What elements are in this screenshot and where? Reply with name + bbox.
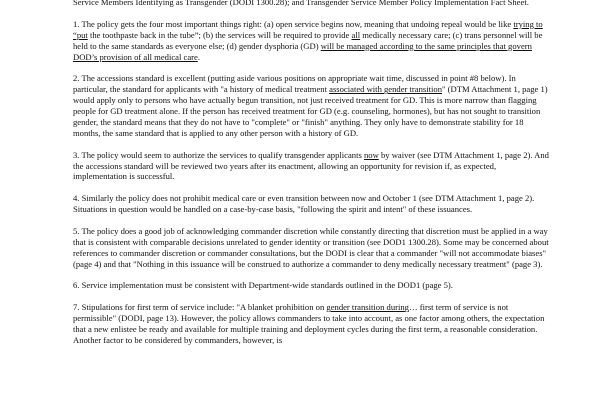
paragraph-5 <box>73 226 551 270</box>
paragraph-4 <box>73 193 551 215</box>
text-run: medically necessary care; (c) trans personnel will be held to the same standards as everyone else; (d) gender dysphoria (GD) <box>73 29 543 51</box>
text-run: . <box>197 51 200 62</box>
document-body <box>73 0 551 357</box>
text-run: 1. The policy gets the four most important things right: (a) open service begins now, meaning that undoing repeal would be like <box>73 18 514 29</box>
underlined-text: now <box>364 149 379 160</box>
text-run: 4. Similarly the policy does not prohibit medical care or even transition between now and October 1 (see DTM Attachment 1, page 2). Situations in question would be handled on a case-by-case basis, "following the spirit and intent" of these issuances. <box>73 193 535 215</box>
underlined-text: gender transition during <box>326 302 409 313</box>
underlined-text: trying to “put <box>73 18 543 40</box>
text-run: 2. The accessions standard is excellent (putting aside various positions on appropriate wait time, discussed in point #8 below). In particular, the standard for applicants with "a history of medical treatment <box>73 73 516 95</box>
text-run: the toothpaste back in the tube”; (b) the services will be required to provide <box>87 29 352 40</box>
underlined-text: will be managed according to the same principles that govern DOD’s provision of all medical care <box>73 40 532 62</box>
text-run: 7. Stipulations for first term of service include: "A blanket prohibition on <box>73 302 327 313</box>
text-run: Service Members Identifying as Transgender (DODI 1300.28); and Transgender Service Member Policy Implementation Fact Sheet. <box>73 0 529 7</box>
text-run: 6. Service implementation must be consistent with Department-wide standards outlined in the DOD1 (page 5). <box>73 280 453 291</box>
underlined-text: associated with gender transition <box>329 84 443 95</box>
paragraph-6 <box>73 280 551 291</box>
text-run: " (DTM Attachment 1, page 1) would apply only to persons who have actually begun transition, not just received treatment for GD. This is more narrow than flagging people for GD treatment alone. If the person has received treatment for GD (e.g. counseling, hormones), but has not sought to transition gender, the standard means that they do not have to "complete" or "finish" anything. They only have to demonstrate stability for 18 months, the same standard that is applied to any other person with a history of GD. <box>73 84 548 138</box>
paragraph-2 <box>73 73 551 138</box>
text-run: by waiver (see DTM Attachment 1, page 2). And the accessions standard will be reviewed two years after its enactment, allowing an opportunity for revision if, as expected, implementation is successful. <box>73 149 549 182</box>
numbered-paragraphs <box>73 19 551 346</box>
text-run: 5. The policy does a good job of acknowledging commander discretion while constantly directing that discretion must be applied in a way that is consistent with comparable decisions unrelated to gender identity or transition (see DOD1 1300.28). Some may be concerned about references to commander discretion or commander consultations, but the DODI is clear that a commander "will not accommodate biases" (page 4) and that "Nothing in this issuance will be construed to authorize a commander to deny medically necessary treatment" (page 3). <box>73 225 549 269</box>
paragraph-7 <box>73 302 551 346</box>
paragraph-1 <box>73 19 551 63</box>
intro-paragraph <box>73 0 551 8</box>
text-run: 3. The policy would seem to authorize the services to qualify transgender applicants <box>73 149 364 160</box>
text-run: … first term of service is not permissible" (DODI, page 13). However, the policy allows commanders to take into account, as one factor among others, the expectation that a new enlistee be ready and available for multiple training and deployment cycles during the first term, a reasonable consideration. Another factor to be considered by commanders, however, is <box>73 302 545 345</box>
underlined-text: all <box>351 29 361 40</box>
paragraph-3 <box>73 150 551 183</box>
